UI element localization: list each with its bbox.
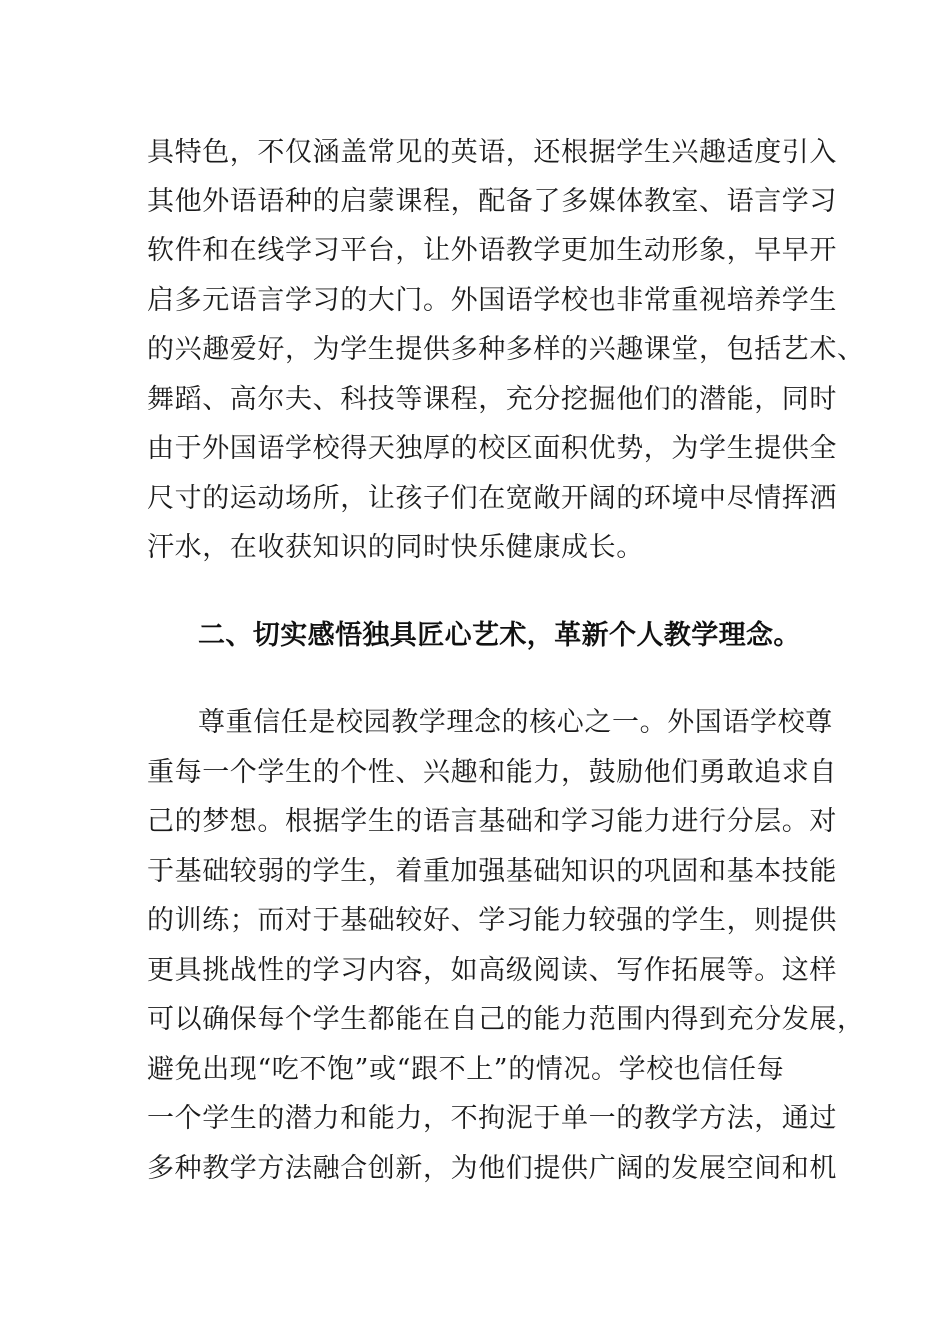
paragraph-2-line-4: 于基础较弱的学生，着重加强基础知识的巩固和基本技能: [147, 856, 837, 887]
paragraph-2-line-6: 更具挑战性的学习内容，如高级阅读、写作拓展等。这样: [147, 955, 837, 986]
paragraph-2-line-8: 避免出现“吃不饱”或“跟不上”的情况。学校也信任每: [147, 1054, 785, 1085]
paragraph-1-line-3: 软件和在线学习平台，让外语教学更加生动形象，早早开: [147, 235, 837, 266]
paragraph-2-line-7: 可以确保每个学生都能在自己的能力范围内得到充分发展，: [147, 1004, 865, 1035]
paragraph-1-line-6: 舞蹈、高尔夫、科技等课程，充分挖掘他们的潜能，同时: [147, 384, 837, 415]
paragraph-1-line-5: 的兴趣爱好，为学生提供多种多样的兴趣课堂，包括艺术、: [147, 334, 865, 365]
paragraph-2-line-9: 一个学生的潜力和能力，不拘泥于单一的教学方法，通过: [147, 1103, 837, 1134]
section-heading-2: 二、切实感悟独具匠心艺术，革新个人教学理念。: [198, 620, 801, 651]
paragraph-1-line-7: 由于外国语学校得天独厚的校区面积优势，为学生提供全: [147, 433, 837, 464]
paragraph-2-line-5: 的训练；而对于基础较好、学习能力较强的学生，则提供: [147, 905, 837, 936]
paragraph-2-line-1: 尊重信任是校园教学理念的核心之一。外国语学校尊: [198, 707, 833, 738]
paragraph-2-line-3: 己的梦想。根据学生的语言基础和学习能力进行分层。对: [147, 806, 837, 837]
paragraph-2-line-2: 重每一个学生的个性、兴趣和能力，鼓励他们勇敢追求自: [147, 757, 837, 788]
paragraph-1-line-1: 具特色，不仅涵盖常见的英语，还根据学生兴趣适度引入: [147, 137, 837, 168]
paragraph-1-line-8: 尺寸的运动场所，让孩子们在宽敞开阔的环境中尽情挥洒: [147, 483, 837, 514]
paragraph-1-line-4: 启多元语言学习的大门。外国语学校也非常重视培养学生: [147, 285, 837, 316]
paragraph-1-line-2: 其他外语语种的启蒙课程，配备了多媒体教室、语言学习: [147, 186, 837, 217]
paragraph-1-line-9: 汗水，在收获知识的同时快乐健康成长。: [147, 532, 644, 563]
paragraph-2-line-10: 多种教学方法融合创新，为他们提供广阔的发展空间和机: [147, 1153, 837, 1184]
